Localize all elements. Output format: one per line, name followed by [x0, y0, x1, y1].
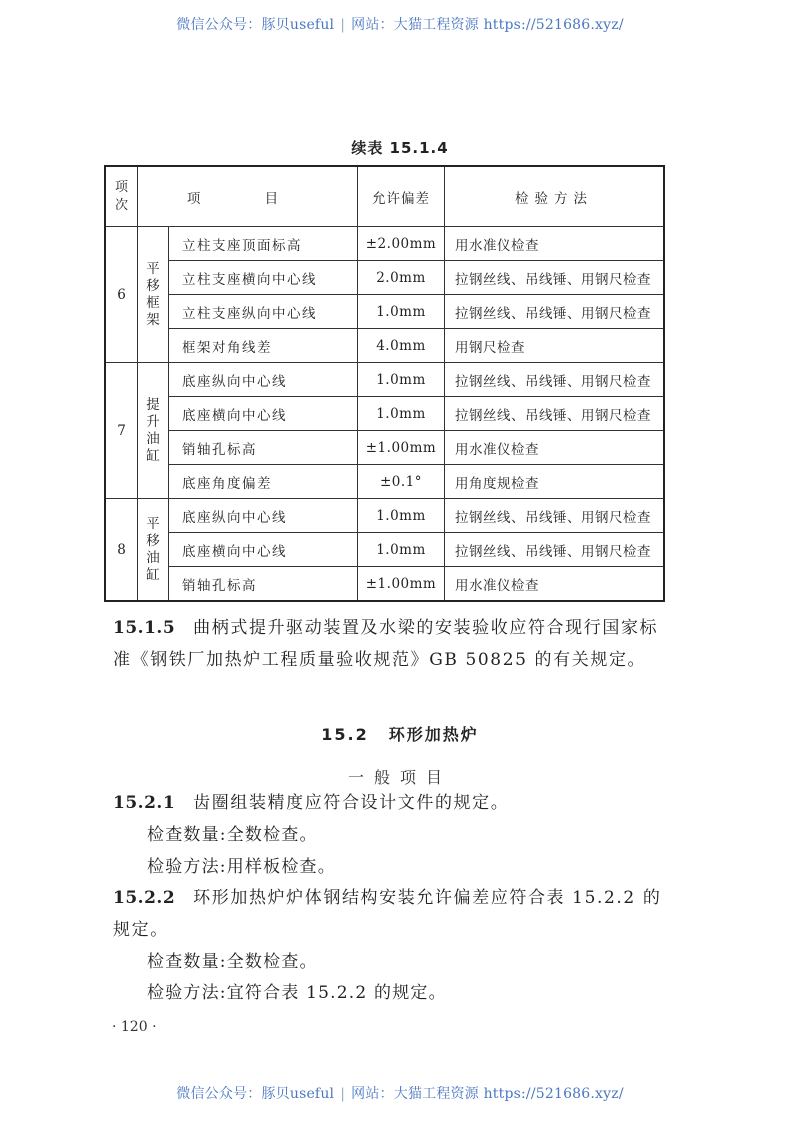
section-number: 15.2	[321, 725, 369, 744]
header-tolerance: 允许偏差	[358, 166, 445, 227]
table-row	[105, 431, 664, 465]
item-cell: 销轴孔标高	[169, 567, 358, 602]
item-cell: 底座角度偏差	[169, 465, 358, 499]
group-no: 6	[105, 227, 138, 363]
method-cell: 用水准仪检查	[445, 227, 665, 261]
watermark-website: 网站：大猫工程资源 https://521686.xyz/	[351, 17, 624, 33]
watermark-wechat: 微信公众号：豚贝useful	[176, 17, 335, 33]
clause-number: 15.2.1	[113, 793, 176, 813]
tolerance-cell: 1.0mm	[358, 499, 445, 533]
table-row	[105, 465, 664, 499]
method-cell: 用角度规检查	[445, 465, 665, 499]
item-cell: 底座横向中心线	[169, 533, 358, 567]
tolerance-cell: ±1.00mm	[358, 431, 445, 465]
header-item: 项 目	[138, 166, 358, 227]
group-no: 7	[105, 363, 138, 499]
check-method: 检验方法:用样板检查。	[147, 857, 336, 877]
tolerance-cell: 1.0mm	[358, 363, 445, 397]
tolerance-cell: 4.0mm	[358, 329, 445, 363]
group-name: 提 升 油 缸	[138, 363, 169, 499]
clause-15-2-2	[113, 882, 665, 946]
check-quantity: 检查数量:全数检查。	[147, 825, 318, 845]
header-no: 项 次	[105, 166, 138, 227]
item-cell: 底座纵向中心线	[169, 499, 358, 533]
clause-number: 15.2.2	[113, 888, 176, 908]
method-cell: 拉钢丝线、吊线锤、用钢尺检查	[445, 261, 665, 295]
table-row	[105, 499, 664, 533]
tolerance-cell: ±2.00mm	[358, 227, 445, 261]
table-row	[105, 261, 664, 295]
watermark-top	[0, 14, 800, 34]
header-method: 检验方法	[445, 166, 665, 227]
clause-text: 齿圈组装精度应符合设计文件的规定。	[193, 793, 510, 813]
method-cell: 拉钢丝线、吊线锤、用钢尺检查	[445, 363, 665, 397]
table-row	[105, 227, 664, 261]
clause-15-2-1	[113, 787, 665, 819]
table-row	[105, 533, 664, 567]
subheading-general-items: 一般项目	[347, 768, 452, 787]
clause-text: 曲柄式提升驱动装置及水梁的安装验收应符合现行国家标准《钢铁厂加热炉工程质量验收规范》GB 50825 的有关规定。	[113, 618, 659, 670]
clause-text: 环形加热炉炉体钢结构安装允许偏差应符合表 15.2.2 的规定。	[113, 888, 662, 940]
item-cell: 框架对角线差	[169, 329, 358, 363]
tolerance-cell: 2.0mm	[358, 261, 445, 295]
method-cell: 拉钢丝线、吊线锤、用钢尺检查	[445, 499, 665, 533]
tolerance-table	[104, 165, 665, 602]
page-number: · 120 ·	[112, 1019, 157, 1035]
tolerance-cell: ±0.1°	[358, 465, 445, 499]
section-title: 环形加热炉	[388, 725, 479, 744]
item-cell: 底座纵向中心线	[169, 363, 358, 397]
watermark-separator: |	[340, 1086, 346, 1102]
tolerance-cell: 1.0mm	[358, 397, 445, 431]
check-quantity: 检查数量:全数检查。	[147, 952, 318, 972]
method-cell: 用水准仪检查	[445, 431, 665, 465]
clause-number: 15.1.5	[113, 618, 176, 638]
table-row	[105, 295, 664, 329]
group-no: 8	[105, 499, 138, 602]
watermark-separator: |	[340, 17, 346, 33]
item-cell: 底座横向中心线	[169, 397, 358, 431]
table-header-row	[105, 166, 664, 227]
item-cell: 立柱支座横向中心线	[169, 261, 358, 295]
watermark-wechat: 微信公众号：豚贝useful	[176, 1086, 335, 1102]
watermark-bottom	[0, 1083, 800, 1103]
tolerance-cell: ±1.00mm	[358, 567, 445, 602]
group-name: 平 移 油 缸	[138, 499, 169, 602]
tolerance-cell: 1.0mm	[358, 295, 445, 329]
watermark-website: 网站：大猫工程资源 https://521686.xyz/	[351, 1086, 624, 1102]
item-cell: 立柱支座顶面标高	[169, 227, 358, 261]
method-cell: 用钢尺检查	[445, 329, 665, 363]
method-cell: 拉钢丝线、吊线锤、用钢尺检查	[445, 397, 665, 431]
check-method: 检验方法:宜符合表 15.2.2 的规定。	[147, 983, 447, 1003]
table-row	[105, 397, 664, 431]
method-cell: 用水准仪检查	[445, 567, 665, 602]
table-row	[105, 567, 664, 602]
item-cell: 立柱支座纵向中心线	[169, 295, 358, 329]
group-name: 平 移 框 架	[138, 227, 169, 363]
table-row	[105, 363, 664, 397]
clause-15-1-5	[113, 612, 665, 676]
tolerance-cell: 1.0mm	[358, 533, 445, 567]
method-cell: 拉钢丝线、吊线锤、用钢尺检查	[445, 533, 665, 567]
table-title: 续表 15.1.4	[351, 139, 449, 157]
item-cell: 销轴孔标高	[169, 431, 358, 465]
table-row	[105, 329, 664, 363]
section-heading	[0, 722, 800, 745]
method-cell: 拉钢丝线、吊线锤、用钢尺检查	[445, 295, 665, 329]
